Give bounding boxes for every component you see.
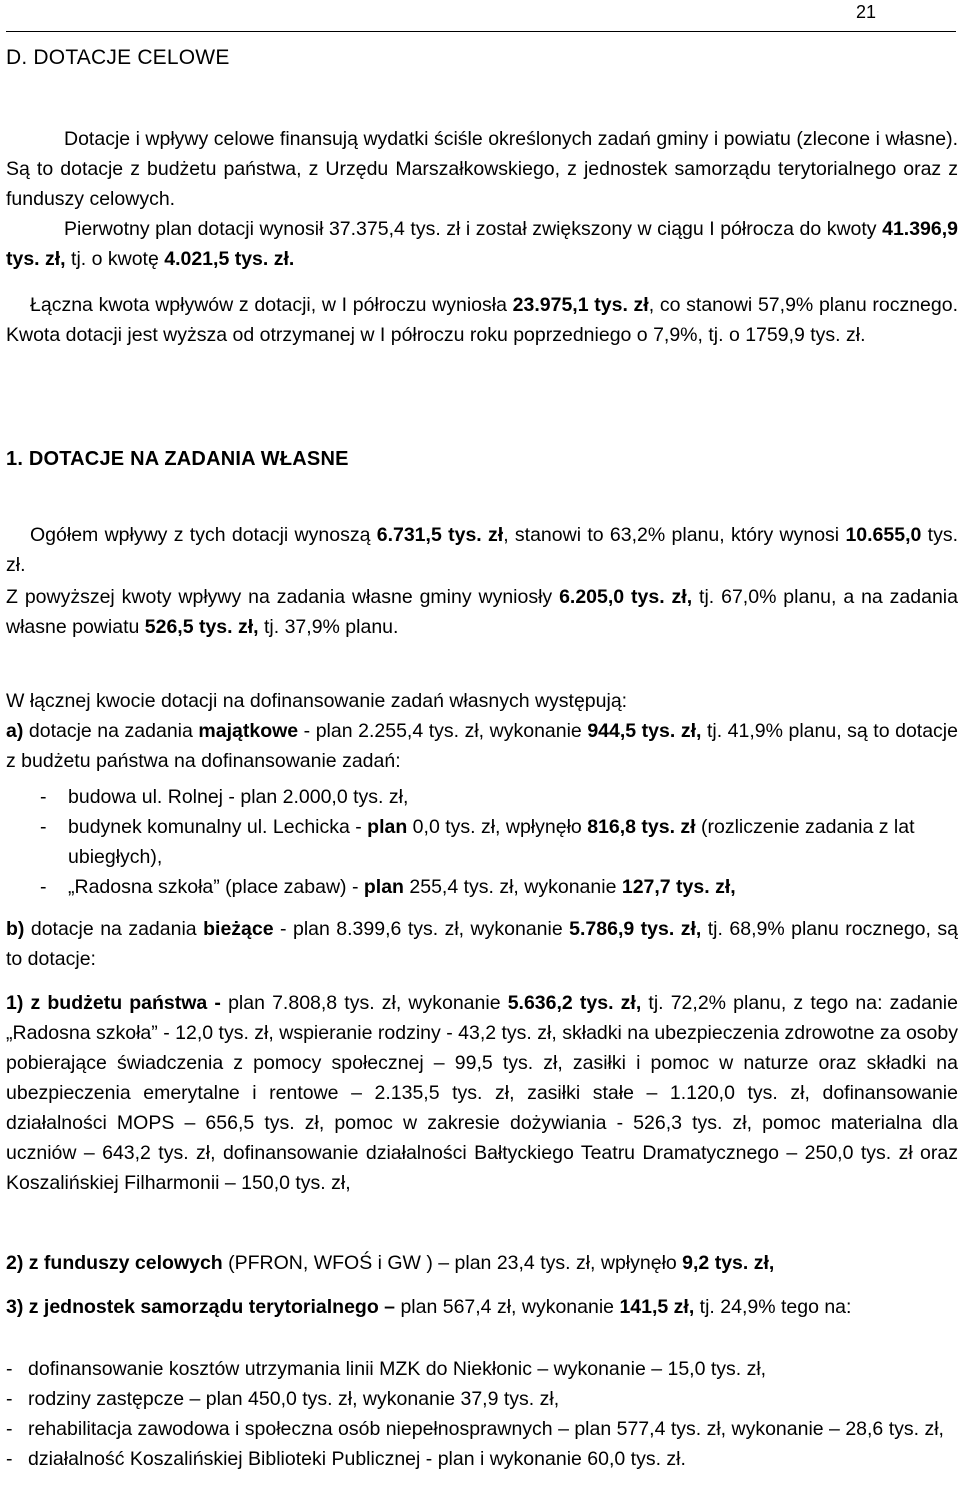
- list-item: - działalność Koszalińskiej Biblioteki Publicznej - plan i wykonanie 60,0 tys. zł.: [6, 1448, 686, 1470]
- special-funds-paragraph: 2) z funduszy celowych (PFRON, WFOŚ i GW ) – plan 23,4 tys. zł, wpłynęło 9,2 tys. zł,: [6, 1252, 775, 1274]
- capital-grants-list: [6, 782, 958, 902]
- current-grants-paragraph: b) dotacje na zadania bieżące - plan 8.399,6 tys. zł, wykonanie 5.786,9 tys. zł, tj. 68,9% planu rocznego, są to dotacje:: [6, 918, 958, 970]
- header-rule: [6, 31, 956, 32]
- subsection-paragraph-1: Ogółem wpływy z tych dotacji wynoszą 6.731,5 tys. zł, stanowi to 63,2% planu, który wynosi 10.655,0 tys. zł.: [6, 524, 958, 576]
- list-item: - budowa ul. Rolnej - plan 2.000,0 tys. zł,: [40, 786, 409, 808]
- list-item: - budynek komunalny ul. Lechicka - plan 0,0 tys. zł, wpłynęło 816,8 tys. zł (rozliczenie zadania z lat ubiegłych),: [40, 816, 915, 868]
- intro-paragraph-1: Dotacje i wpływy celowe finansują wydatki ściśle określonych zadań gminy i powiatu (zlecone i własne). Są to dotacje z budżetu państwa, z Urzędu Marszałkowskiego, z jednostek samorządu terytorialnego oraz z funduszy celowych.: [6, 128, 958, 210]
- list-item: - rodziny zastępcze – plan 450,0 tys. zł, wykonanie 37,9 tys. zł,: [6, 1388, 560, 1410]
- list-item: - rehabilitacja zawodowa i społeczna osób niepełnosprawnych – plan 577,4 tys. zł, wykonanie – 28,6 tys. zł,: [6, 1418, 944, 1440]
- subsection-paragraph-2: Z powyższej kwoty wpływy na zadania własne gminy wyniosły 6.205,0 tys. zł, tj. 67,0% planu, a na zadania własne powiatu 526,5 tys. zł, tj. 37,9% planu.: [6, 586, 958, 638]
- intro-paragraph-2: Pierwotny plan dotacji wynosił 37.375,4 tys. zł i został zwiększony w ciągu I półrocza do kwoty 41.396,9 tys. zł, tj. o kwotę 4.021,5 tys. zł.: [6, 218, 958, 270]
- state-budget-paragraph: 1) z budżetu państwa - plan 7.808,8 tys. zł, wykonanie 5.636,2 tys. zł, tj. 72,2% planu, z tego na: zadanie „Radosna szkoła” - 12,0 tys. zł, wspieranie rodziny - 43,2 tys. zł, składki na ubezpieczenia zdrowotne za osoby pobierające świadczenia z pomocy społecznej – 99,5 tys. zł, zasiłki i pomoc w naturze oraz składki na ubezpieczenia emerytalne i rentowe – 2.135,5 tys. zł, zasiłki stałe – 1.120,0 tys. zł, dofinansowanie działalności MOPS – 656,5 tys. zł, pomoc w zakresie dożywiania - 526,3 tys. zł, pomoc materialna dla uczniów – 643,2 tys. zł, dofinansowanie działalności Bałtyckiego Teatru Dramatycznego – 250,0 tys. zł oraz Koszalińskiej Filharmonii – 150,0 tys. zł,: [6, 992, 958, 1194]
- capital-grants-paragraph: a) dotacje na zadania majątkowe - plan 2.255,4 tys. zł, wykonanie 944,5 tys. zł, tj. 41,9% planu, są to dotacje z budżetu państwa na dofinansowanie zadań:: [6, 720, 958, 772]
- list-item: - dofinansowanie kosztów utrzymania linii MZK do Niekłonic – wykonanie – 15,0 tys. zł,: [6, 1358, 767, 1380]
- local-government-paragraph: 3) z jednostek samorządu terytorialnego – plan 567,4 zł, wykonanie 141,5 zł, tj. 24,9% tego na:: [6, 1296, 852, 1318]
- own-tasks-intro: W łącznej kwocie dotacji na dofinansowanie zadań własnych występują:: [6, 690, 628, 712]
- local-government-list: [6, 1354, 958, 1474]
- list-item: - „Radosna szkoła” (place zabaw) - plan 255,4 tys. zł, wykonanie 127,7 tys. zł,: [40, 876, 736, 898]
- page-number: 21: [856, 2, 877, 22]
- section-title: D. DOTACJE CELOWE: [6, 46, 230, 69]
- intro-paragraph-3: Łączna kwota wpływów z dotacji, w I półroczu wyniosła 23.975,1 tys. zł, co stanowi 57,9% planu rocznego. Kwota dotacji jest wyższa od otrzymanej w I półroczu roku poprzedniego o 7,9%, tj. o 1759,9 tys. zł.: [6, 294, 958, 346]
- subsection-title: 1. DOTACJE NA ZADANIA WŁASNE: [6, 448, 349, 470]
